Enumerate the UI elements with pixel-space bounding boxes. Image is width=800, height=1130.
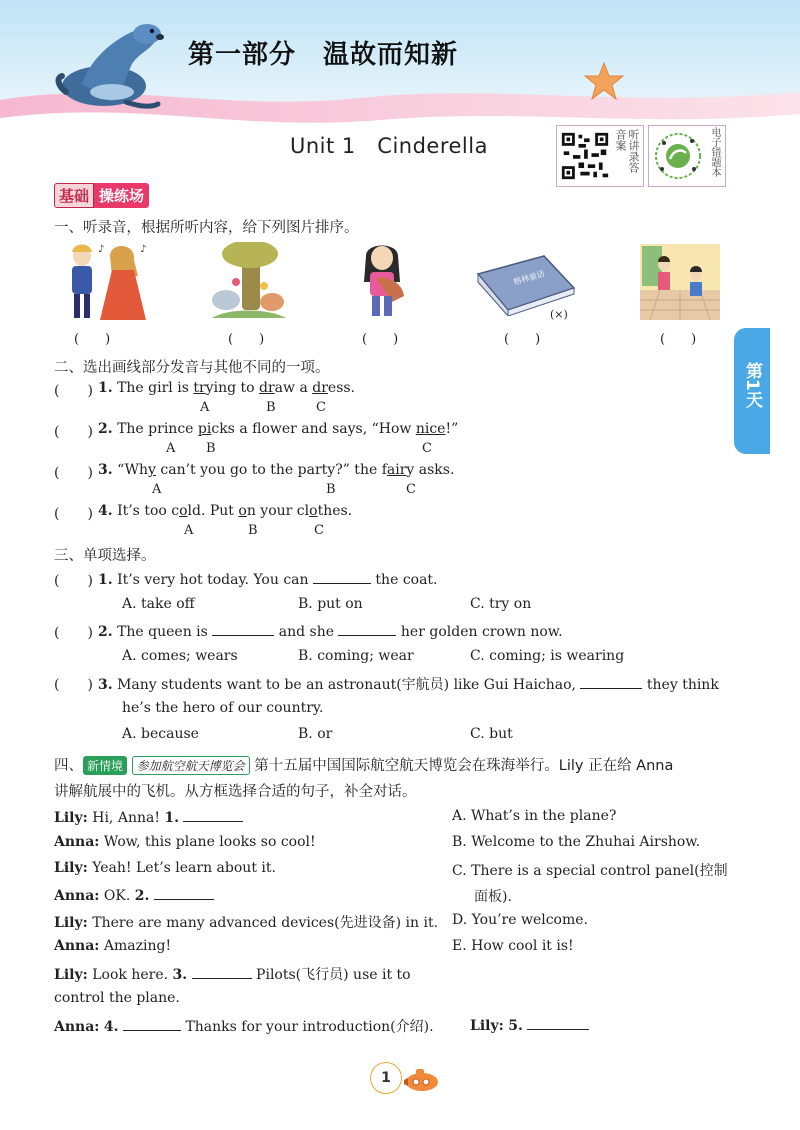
sec3-q3-option-b: B. or <box>298 726 333 742</box>
dialog-7-after: Pilots(飞行员) use it to <box>251 967 411 983</box>
sec2-q3-underline-bc: air <box>386 462 407 478</box>
sec2-q4-number: 4. <box>98 503 113 519</box>
sec3-q2-option-c: C. coming; is wearing <box>470 648 625 664</box>
sec2-q1-text <box>98 380 355 396</box>
sec2-q4-part4: thes. <box>317 503 353 519</box>
sec3-q3-option-a: A. because <box>122 726 199 742</box>
sec2-q3-text <box>98 462 454 478</box>
sec2-q4-part3: n your cl <box>246 503 310 519</box>
dialog-5-text: There are many advanced devices(先进设备) in it. <box>92 915 439 931</box>
dialog-line-4: Anna: OK. 2. <box>54 886 214 904</box>
qr-error-book[interactable] <box>648 125 726 187</box>
sec3-q1-answer-paren[interactable]: ( ) <box>54 573 93 589</box>
sec2-q1-part5: ess. <box>327 380 356 396</box>
dialog-line-10: Lily: 5. <box>470 1016 589 1034</box>
sec2-q2-underline-c: nice <box>415 421 446 437</box>
sec2-q1-underline-b: dr <box>259 380 275 396</box>
blank-4-number: 4. <box>103 1019 119 1035</box>
section1-title: 一、听录音，根据所听内容，给下列图片排序。 <box>54 220 359 236</box>
tree-animals-picture <box>208 242 288 322</box>
sec3-q2-text <box>98 622 563 640</box>
badge-part1: 基础 <box>54 183 94 208</box>
dialog-6-text: Amazing! <box>103 938 172 954</box>
sec2-q4-underline-a: o <box>179 503 188 519</box>
girl-with-clothes-picture <box>352 242 412 322</box>
sec3-q1-option-c: C. try on <box>470 596 532 612</box>
speaker-lily: Lily <box>54 860 83 876</box>
dialog-option-e: E. How cool it is! <box>452 938 574 954</box>
dialog-blank-5[interactable] <box>527 1016 589 1030</box>
day-tab-label: 第1天 <box>742 362 762 408</box>
dialog-option-c: C. There is a special control panel(控制 <box>452 863 728 879</box>
sec3-q1-number: 1. <box>98 572 113 588</box>
speaker-lily: Lily <box>54 967 83 983</box>
blank-5-number: 5. <box>508 1018 523 1034</box>
sec2-q3-part3: y asks. <box>406 462 455 478</box>
sec2-q4-part2: ld. Put <box>187 503 239 519</box>
sec3-q2-text-a: The queen is <box>117 624 213 640</box>
sec2-q2-text <box>98 421 458 437</box>
sec3-q3-text-a: Many students want to be an astronaut(宇航员) like Gui Haichao, <box>117 677 581 693</box>
sec2-q1-letter-a: A <box>200 400 210 415</box>
sec2-q2-part3: !” <box>445 421 459 437</box>
sec2-q4-letter-c: C <box>314 523 324 538</box>
speaker-anna: Anna <box>54 1019 95 1035</box>
sec3-q1-text-b: the coat. <box>370 572 438 588</box>
section-badge <box>54 183 149 207</box>
svg-text:♪: ♪ <box>140 244 147 255</box>
sec2-q1-letter-b: B <box>266 400 276 415</box>
dialog-blank-1[interactable] <box>183 808 243 822</box>
sec2-q4-letter-a: A <box>184 523 194 538</box>
sec3-q1-option-b: B. put on <box>298 596 363 612</box>
dialog-2-text: Wow, this plane looks so cool! <box>103 834 316 850</box>
sec3-q3-text-line2: he’s the hero of our country. <box>122 700 324 716</box>
badge-part2: 操练场 <box>94 183 149 208</box>
sec2-q3-number: 3. <box>98 462 113 478</box>
dialog-option-b: B. Welcome to the Zhuhai Airshow. <box>452 834 701 850</box>
sec3-q1-blank[interactable] <box>313 570 371 584</box>
speaker-lily: Lily <box>54 915 83 931</box>
sec2-q1-part4: aw a <box>274 380 313 396</box>
new-situation-tag: 新情境 <box>83 756 127 775</box>
dialog-option-d: D. You’re welcome. <box>452 912 589 928</box>
speaker-lily: Lily <box>54 810 83 826</box>
sec2-q2-letter-b: B <box>206 441 216 456</box>
blank-2-number: 2. <box>134 888 150 904</box>
sec2-q1-part2: y <box>205 380 214 396</box>
sec3-q2-answer-paren[interactable]: ( ) <box>54 625 93 641</box>
error-book-icon <box>652 129 704 183</box>
blank-1-number: 1. <box>164 810 180 826</box>
sec3-q1-text-a: It’s very hot today. You can <box>117 572 313 588</box>
dialog-line-2: Anna: Wow, this plane looks so cool! <box>54 834 316 850</box>
dialog-blank-4[interactable] <box>123 1017 181 1031</box>
sec3-q2-option-a: A. comes; wears <box>122 648 238 664</box>
sec2-q2-letter-c: C <box>422 441 432 456</box>
dialog-line-8: control the plane. <box>54 990 180 1006</box>
dialog-blank-3[interactable] <box>192 965 252 979</box>
sec3-q3-number: 3. <box>98 677 113 693</box>
qr2-label: 电子错题本 <box>709 127 720 177</box>
speaker-lily: Lily <box>470 1018 499 1034</box>
kids-room-picture <box>640 244 720 320</box>
sec2-q2-part2: cks a flower and says, “How <box>211 421 416 437</box>
page-number: 1 <box>370 1062 402 1094</box>
sec2-q4-part1: It’s too c <box>117 503 180 519</box>
sec2-q2-number: 2. <box>98 421 113 437</box>
sec2-q2-letter-a: A <box>166 441 176 456</box>
dialog-line-1: Lily: Hi, Anna! 1. <box>54 808 243 826</box>
dialog-line-6: Anna: Amazing! <box>54 938 172 954</box>
picture1-paren[interactable]: ( ) <box>74 332 111 347</box>
dialog-line-5: Lily: There are many advanced devices(先进设备) in it. <box>54 915 439 931</box>
dialog-line-9: Anna: 4. Thanks for your introduction(介绍). <box>54 1019 434 1035</box>
sec3-q3-text <box>98 674 719 694</box>
sec2-q3-letter-c: C <box>406 482 416 497</box>
sec4-intro-line1: 第十五届中国国际航空航天博览会在珠海举行。Lily 正在给 Anna <box>254 758 674 774</box>
sec3-q2-text-b: and she <box>274 624 339 640</box>
starfish-icon <box>584 62 624 100</box>
unit-title: Unit 1 Cinderella <box>290 134 488 158</box>
sec2-q4-underline-c: o <box>309 503 318 519</box>
dialog-9-after: Thanks for your introduction(介绍). <box>181 1019 434 1035</box>
svg-text:♪: ♪ <box>98 244 105 255</box>
section3-title: 三、单项选择。 <box>54 548 156 564</box>
submarine-icon <box>400 1066 440 1094</box>
dialog-line-7: Lily: Look here. 3. Pilots(飞行员) use it to <box>54 967 411 983</box>
sec2-q2-answer-paren[interactable]: ( ) <box>54 424 93 440</box>
sec3-q2-blank1[interactable] <box>212 622 274 636</box>
sec3-q2-number: 2. <box>98 624 113 640</box>
dialog-3-text: Yeah! Let’s learn about it. <box>92 860 276 876</box>
sec2-q3-answer-paren[interactable]: ( ) <box>54 465 93 481</box>
sec2-q4-answer-paren[interactable]: ( ) <box>54 506 93 522</box>
dialog-4-text: OK. <box>103 888 135 904</box>
sec2-q2-part1: The prince <box>117 421 198 437</box>
sec2-q3-underline-a: y <box>148 462 156 478</box>
book-title-text: 格林童话 <box>512 269 546 287</box>
dialog-blank-2[interactable] <box>154 886 214 900</box>
sec2-q1-part3: ing to <box>213 380 260 396</box>
dialog-7-text: Look here. <box>92 967 173 983</box>
speaker-anna: Anna <box>54 888 95 904</box>
sec3-q2-option-b: B. coming; wear <box>298 648 414 664</box>
sec2-q2-underline-ab: pi <box>197 421 212 437</box>
sec3-q3-option-c: C. but <box>470 726 513 742</box>
dialog-1-text: Hi, Anna! <box>92 810 165 826</box>
sec3-q1-text <box>98 570 438 588</box>
sec2-q4-underline-b: o <box>238 503 247 519</box>
picture4-paren[interactable]: ( ) <box>504 332 541 347</box>
sec3-q3-text-b: they think <box>642 677 719 693</box>
sec2-q1-letter-c: C <box>316 400 326 415</box>
section4-intro <box>54 754 673 775</box>
dialog-option-c-cont: 面板). <box>474 889 512 905</box>
qr-listen-answers[interactable] <box>556 125 644 187</box>
sec2-q3-part2: can’t you go to the party?” the f <box>155 462 387 478</box>
sec2-q3-letter-a: A <box>152 482 162 497</box>
section4-intro-line2: 讲解航展中的飞机。从方框选择合适的句子，补全对话。 <box>54 784 417 800</box>
speaker-anna: Anna <box>54 938 95 954</box>
picture5-paren[interactable]: ( ) <box>660 332 697 347</box>
picture2-paren[interactable]: ( ) <box>228 332 265 347</box>
fairy-tale-book-picture <box>474 254 578 316</box>
sec2-q4-text <box>98 503 352 519</box>
part-title: 第一部分 温故而知新 <box>188 40 459 70</box>
sec3-q2-text-c: her golden crown now. <box>396 624 563 640</box>
section2-title: 二、选出画线部分发音与其他不同的一项。 <box>54 360 330 376</box>
sec2-q3-letter-b: B <box>326 482 336 497</box>
sec2-q1-answer-paren[interactable]: ( ) <box>54 383 93 399</box>
sea-lion-illustration <box>52 14 172 114</box>
example-mark: (×) <box>550 308 568 321</box>
day-tab <box>734 328 770 454</box>
sec3-q3-blank[interactable] <box>580 675 642 689</box>
dialog-option-a: A. What’s in the plane? <box>452 808 617 824</box>
sec2-q1-underline-a: tr <box>193 380 206 396</box>
sec3-q2-blank2[interactable] <box>338 622 396 636</box>
qr-code-icon <box>560 129 610 183</box>
dialog-line-3: Lily: Yeah! Let’s learn about it. <box>54 860 276 876</box>
picture3-paren[interactable]: ( ) <box>362 332 399 347</box>
blank-3-number: 3. <box>172 967 188 983</box>
sec2-q4-letter-b: B <box>248 523 258 538</box>
sec2-q3-part1: “Wh <box>117 462 149 478</box>
qr1-label: 听讲录答音案 <box>614 129 640 173</box>
sec3-q1-option-a: A. take off <box>122 596 195 612</box>
sec2-q1-number: 1. <box>98 380 113 396</box>
dancing-couple-picture <box>54 242 154 322</box>
sec2-q1-underline-c: dr <box>312 380 328 396</box>
sec2-q1-part1: The girl is <box>117 380 194 396</box>
speaker-anna: Anna <box>54 834 95 850</box>
airshow-event-tag: 参加航空航天博览会 <box>132 756 250 775</box>
sec3-q3-answer-paren[interactable]: ( ) <box>54 677 93 693</box>
sec4-prefix: 四、 <box>54 758 83 774</box>
